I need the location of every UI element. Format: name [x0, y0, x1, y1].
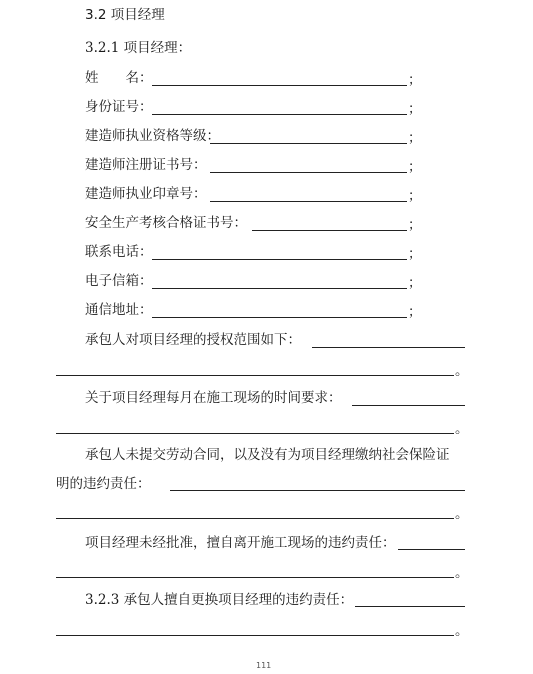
clause-leave-site-period: 。	[455, 565, 469, 581]
field-label-safety-cert: 安全生产考核合格证书号：	[85, 215, 247, 231]
field-end-name: ；	[408, 72, 422, 88]
field-label-seal: 建造师执业印章号：	[85, 186, 207, 202]
field-line-email[interactable]	[152, 288, 407, 289]
clause-monthly-time-line[interactable]	[352, 405, 465, 406]
field-label-name: 姓 名：	[85, 70, 153, 86]
clause-leave-site-line-2[interactable]	[56, 577, 454, 578]
page-number: 111	[256, 661, 272, 670]
clause-labor-contract-line-2[interactable]	[56, 518, 454, 519]
field-line-seal[interactable]	[210, 201, 407, 202]
field-label-registration: 建造师注册证书号：	[85, 157, 207, 173]
field-end-phone: ；	[408, 246, 422, 262]
clause-leave-site: 项目经理未经批准，擅自离开施工现场的违约责任：	[85, 535, 396, 551]
clause-authorization-line[interactable]	[312, 347, 465, 348]
field-line-qualification[interactable]	[210, 143, 407, 144]
field-label-email: 电子信箱：	[85, 273, 153, 289]
clause-monthly-time-line-2[interactable]	[56, 433, 454, 434]
field-end-safety-cert: ；	[408, 217, 422, 233]
clause-authorization-line-2[interactable]	[56, 375, 454, 376]
field-line-address[interactable]	[152, 317, 407, 318]
clause-labor-contract-1: 承包人未提交劳动合同，以及没有为项目经理缴纳社会保险证	[85, 447, 450, 463]
field-line-name[interactable]	[152, 85, 407, 86]
clause-authorization-period: 。	[455, 363, 469, 379]
field-end-address: ；	[408, 304, 422, 320]
field-label-phone: 联系电话：	[85, 244, 153, 260]
field-end-qualification: ；	[408, 130, 422, 146]
clause-authorization: 承包人对项目经理的授权范围如下：	[85, 332, 301, 348]
field-line-safety-cert[interactable]	[252, 230, 407, 231]
clause-replace-pm-period: 。	[455, 623, 469, 639]
field-end-email: ；	[408, 275, 422, 291]
field-line-id-number[interactable]	[152, 114, 407, 115]
field-end-seal: ；	[408, 188, 422, 204]
clause-replace-pm: 3.2.3 承包人擅自更换项目经理的违约责任：	[85, 592, 354, 608]
field-line-phone[interactable]	[152, 259, 407, 260]
field-end-id-number: ；	[408, 101, 422, 117]
field-label-id-number: 身份证号：	[85, 99, 153, 115]
clause-labor-contract-line[interactable]	[170, 490, 465, 491]
clause-replace-pm-line-2[interactable]	[56, 635, 454, 636]
subsection-title: 3.2.1 项目经理：	[85, 40, 192, 56]
clause-labor-contract-period: 。	[455, 506, 469, 522]
field-line-registration[interactable]	[210, 172, 407, 173]
clause-leave-site-line[interactable]	[398, 549, 465, 550]
clause-replace-pm-line[interactable]	[355, 606, 465, 607]
field-end-registration: ；	[408, 159, 422, 175]
clause-monthly-time: 关于项目经理每月在施工现场的时间要求：	[85, 390, 342, 406]
section-title: 3.2 项目经理	[85, 7, 165, 23]
field-label-qualification: 建造师执业资格等级：	[85, 128, 220, 144]
clause-labor-contract-2: 明的违约责任：	[56, 476, 151, 492]
clause-monthly-time-period: 。	[455, 421, 469, 437]
field-label-address: 通信地址：	[85, 302, 153, 318]
